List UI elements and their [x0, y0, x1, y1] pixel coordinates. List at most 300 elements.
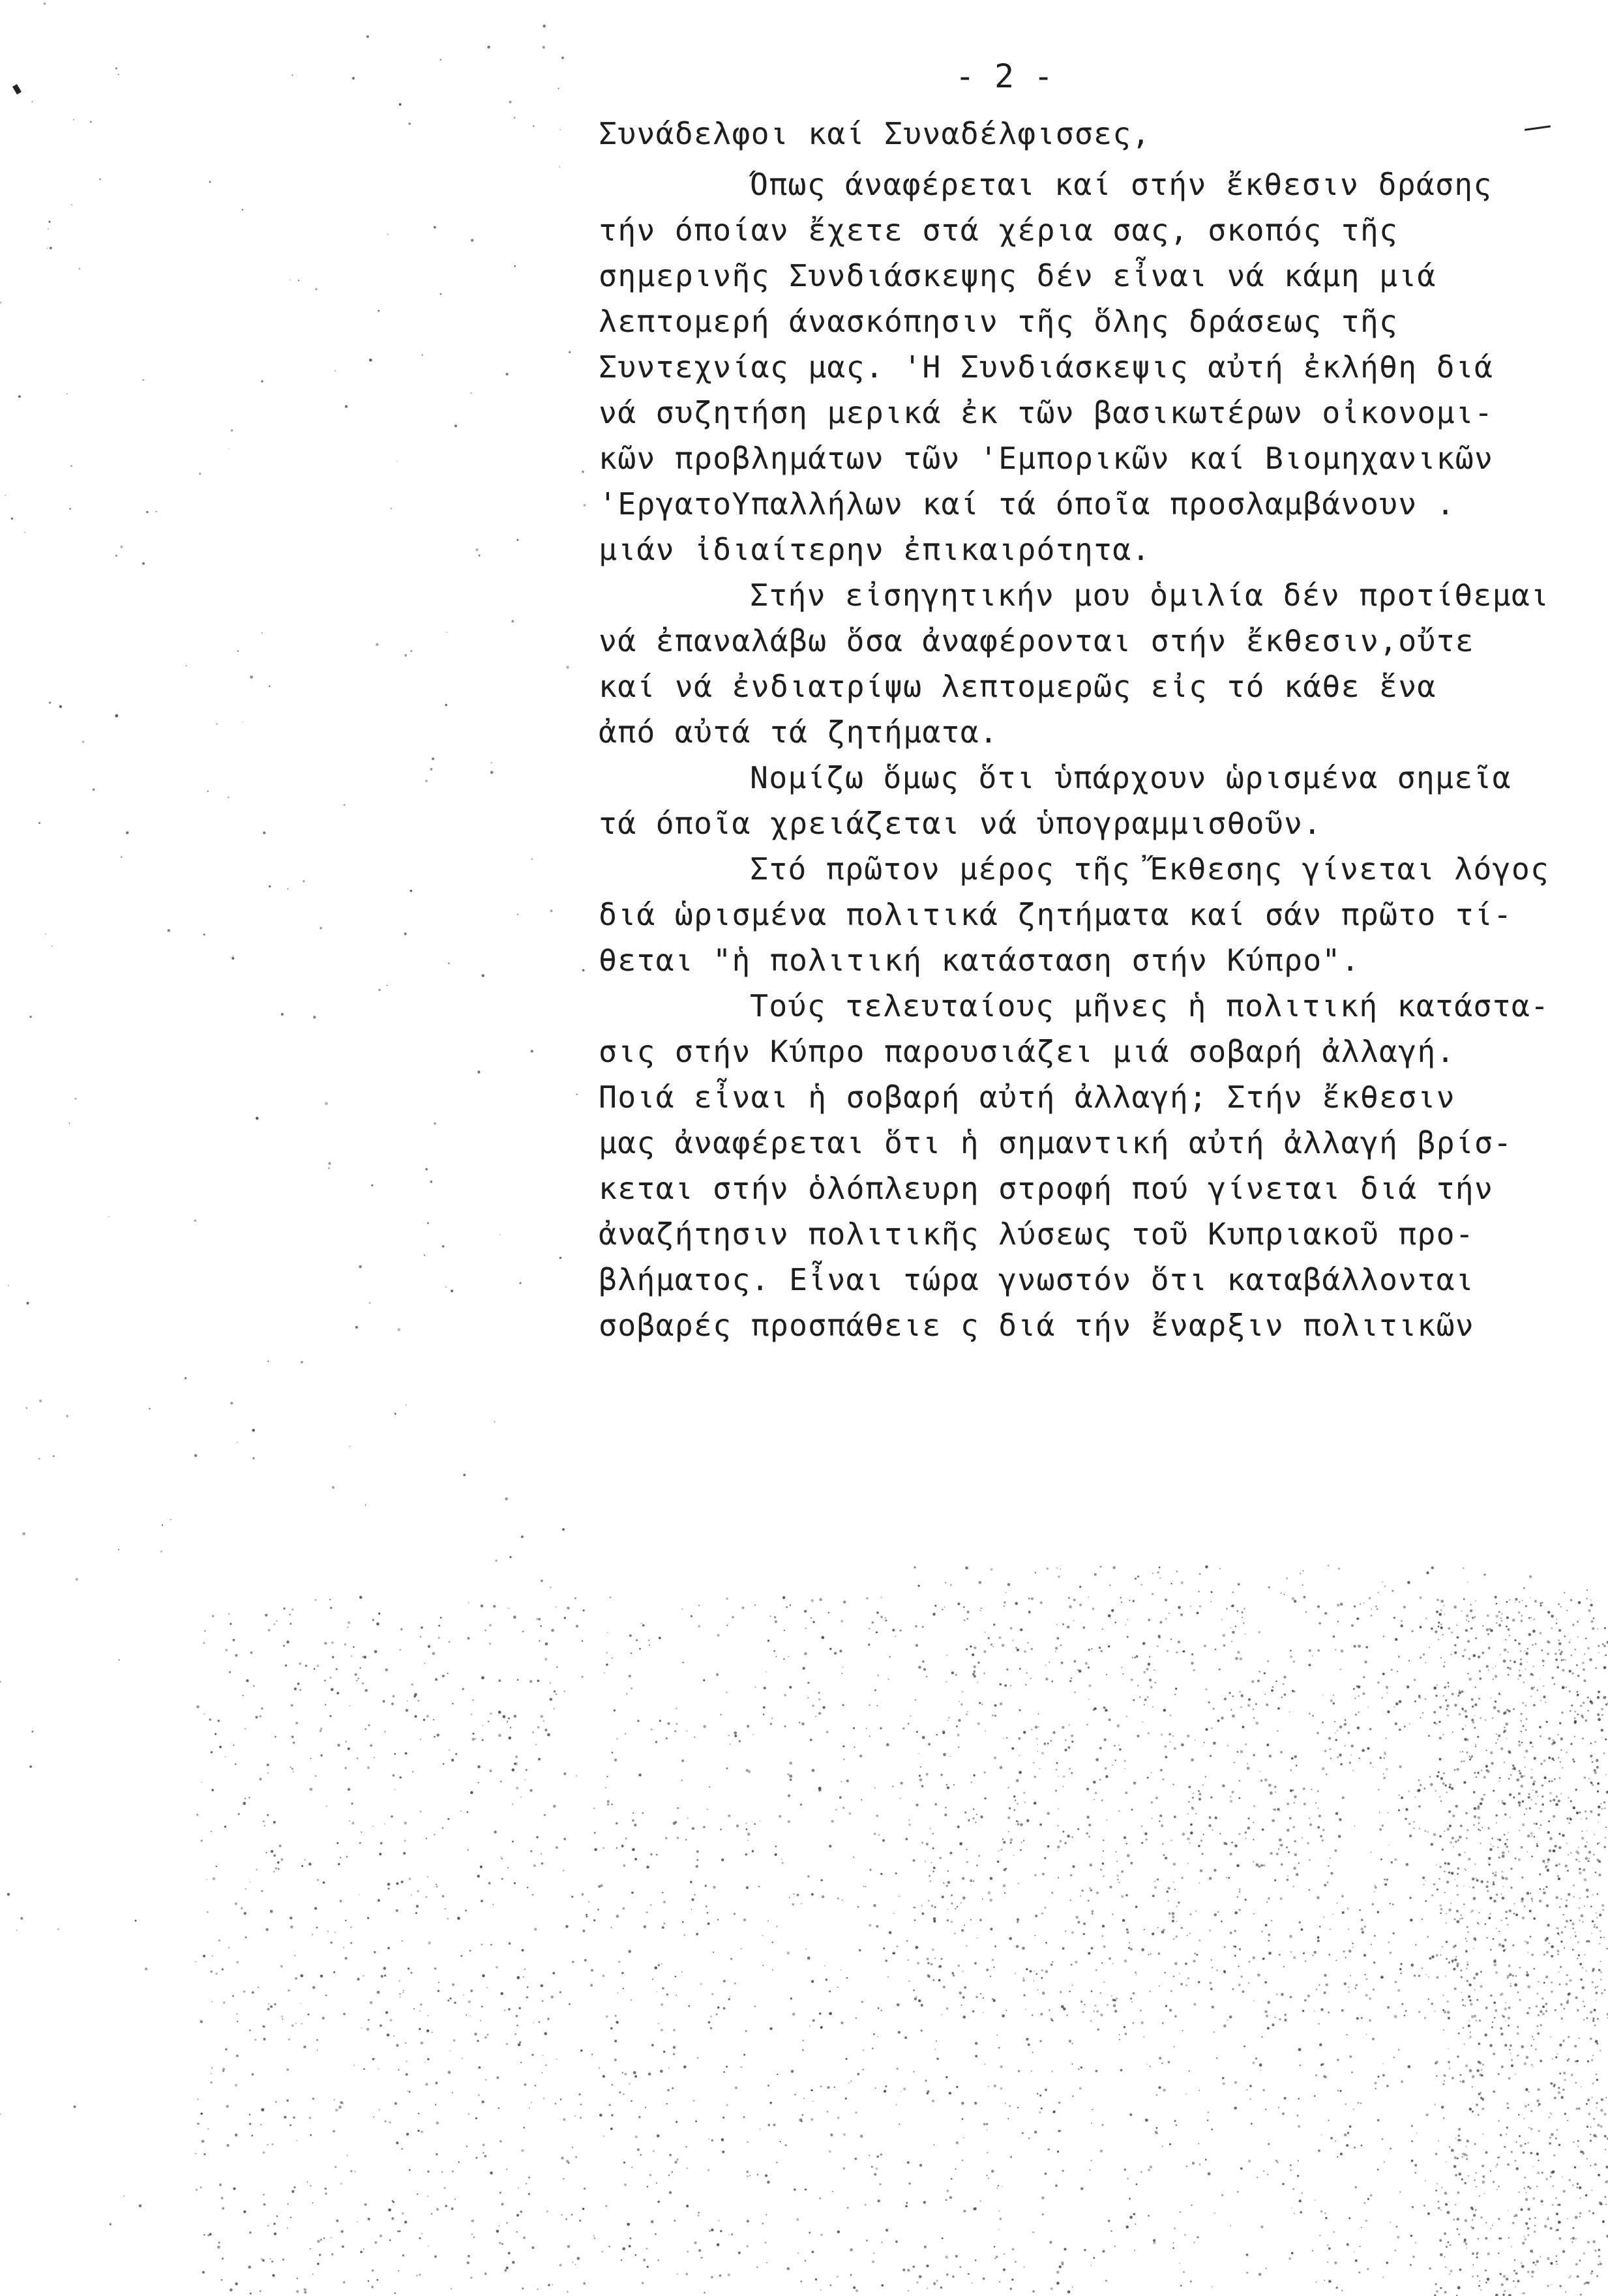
noise-dot — [1603, 2221, 1605, 2223]
noise-dot — [1533, 1823, 1534, 1824]
noise-dot — [1519, 1772, 1522, 1774]
noise-dot — [610, 1597, 611, 1598]
noise-dot — [1461, 1915, 1462, 1916]
noise-dot — [880, 1728, 882, 1729]
noise-dot — [1348, 1909, 1349, 1910]
noise-dot — [1209, 1816, 1212, 1819]
noise-dot — [1525, 1669, 1526, 1670]
noise-dot — [1524, 2177, 1526, 2179]
noise-dot — [1455, 2138, 1457, 2139]
noise-dot — [1512, 1768, 1514, 1770]
noise-dot — [694, 1737, 695, 1738]
noise-dot — [1253, 1822, 1254, 1823]
noise-dot — [442, 1895, 445, 1898]
noise-dot — [629, 2083, 630, 2084]
noise-dot — [520, 2211, 522, 2213]
noise-dot — [1519, 1999, 1521, 2001]
noise-dot — [1433, 1722, 1435, 1724]
noise-dot — [248, 1797, 250, 1799]
noise-dot — [1365, 1978, 1367, 1980]
noise-dot — [1509, 1635, 1510, 1636]
noise-dot — [468, 2000, 470, 2003]
noise-dot — [1599, 1861, 1601, 1863]
noise-dot — [1239, 1780, 1241, 1782]
noise-dot — [1592, 2082, 1594, 2084]
noise-dot — [423, 1719, 425, 1721]
noise-dot — [434, 1736, 435, 1737]
noise-dot — [1219, 1568, 1221, 1569]
noise-dot — [915, 1699, 916, 1700]
noise-dot — [1584, 1653, 1585, 1655]
noise-dot — [1137, 1735, 1139, 1737]
noise-dot — [1330, 2137, 1333, 2140]
noise-dot — [811, 1617, 812, 1619]
noise-dot — [419, 2010, 421, 2012]
noise-dot — [1258, 1866, 1260, 1868]
noise-dot — [974, 2102, 977, 2105]
noise-dot — [1491, 1698, 1492, 1699]
noise-dot — [946, 1681, 947, 1683]
noise-dot — [1146, 2064, 1148, 2065]
noise-dot — [946, 2273, 948, 2275]
noise-dot — [222, 2258, 224, 2259]
noise-dot — [1011, 2278, 1013, 2280]
noise-dot — [1465, 1870, 1467, 1871]
noise-dot — [921, 1913, 924, 1915]
noise-dot — [1500, 1920, 1502, 1921]
noise-dot — [1074, 1691, 1076, 1693]
noise-dot — [1264, 1694, 1266, 1695]
noise-dot — [380, 1842, 383, 1844]
noise-dot — [335, 1932, 336, 1933]
noise-dot — [1131, 1679, 1133, 1681]
noise-dot — [1436, 2075, 1437, 2076]
noise-dot — [1601, 1737, 1602, 1738]
noise-dot — [1566, 1983, 1568, 1986]
noise-dot — [646, 1866, 649, 1869]
noise-dot — [1193, 1960, 1195, 1962]
noise-dot — [400, 1628, 403, 1630]
noise-dot — [1481, 2098, 1484, 2100]
noise-dot — [1467, 1582, 1468, 1583]
noise-dot — [1575, 1996, 1578, 1999]
noise-dot — [1473, 1654, 1476, 1657]
noise-dot — [1514, 1903, 1515, 1904]
noise-dot — [235, 1902, 237, 1905]
noise-dot — [1003, 1868, 1006, 1872]
noise-dot — [1498, 1624, 1501, 1626]
noise-dot — [1553, 2185, 1554, 2186]
noise-dot — [1579, 1619, 1580, 1620]
noise-dot — [1283, 1683, 1285, 1685]
noise-dot — [1504, 1834, 1506, 1836]
noise-dot — [1041, 2196, 1045, 2200]
noise-dot — [1017, 1649, 1019, 1651]
noise-dot — [1091, 2123, 1092, 2124]
noise-dot — [1485, 2282, 1487, 2284]
noise-dot — [477, 1070, 480, 1073]
noise-dot — [1065, 1749, 1067, 1752]
noise-dot — [1050, 2288, 1053, 2290]
noise-dot — [754, 1604, 756, 1606]
noise-dot — [420, 2003, 423, 2006]
noise-dot — [1530, 1892, 1531, 1894]
noise-dot — [504, 2009, 506, 2011]
noise-dot — [1125, 1624, 1126, 1625]
noise-dot — [765, 2174, 767, 2177]
noise-dot — [1476, 2104, 1478, 2106]
noise-dot — [1298, 2200, 1301, 2202]
noise-dot — [1110, 2230, 1112, 2231]
noise-dot — [1159, 1567, 1161, 1568]
noise-dot — [1508, 1674, 1510, 1676]
noise-dot — [1165, 1618, 1167, 1620]
noise-dot — [1496, 2189, 1498, 2190]
noise-dot — [196, 1814, 199, 1816]
noise-dot — [1502, 1886, 1504, 1887]
noise-dot — [834, 1652, 837, 1655]
noise-dot — [1440, 2209, 1442, 2211]
noise-dot — [1559, 2044, 1562, 2047]
noise-dot — [1202, 1784, 1204, 1786]
noise-dot — [1526, 1718, 1528, 1720]
noise-dot — [1253, 1913, 1255, 1915]
noise-dot — [1335, 1960, 1337, 1962]
noise-dot — [1483, 1793, 1485, 1795]
noise-dot — [886, 2229, 888, 2231]
noise-dot — [538, 1758, 541, 1760]
text-line: σις στήν Κύπρο παρουσιάζει μιά σοβαρή ἀλλαγή. — [599, 1034, 1455, 1069]
noise-dot — [1139, 1696, 1140, 1698]
noise-dot — [1467, 1829, 1468, 1831]
noise-dot — [970, 1645, 972, 1647]
noise-dot — [1180, 1983, 1183, 1986]
noise-dot — [1460, 1825, 1463, 1827]
noise-dot — [210, 2082, 213, 2084]
noise-dot — [1303, 1803, 1306, 1805]
noise-dot — [446, 632, 447, 633]
noise-dot — [1590, 1599, 1592, 1600]
noise-dot — [1574, 2045, 1577, 2048]
noise-dot — [1549, 1943, 1550, 1944]
noise-dot — [580, 2050, 583, 2052]
noise-dot — [876, 2168, 878, 2170]
noise-dot — [960, 1703, 963, 1706]
noise-dot — [223, 2001, 225, 2003]
noise-dot — [1545, 1975, 1549, 1979]
noise-dot — [142, 379, 144, 381]
noise-dot — [233, 1639, 235, 1641]
noise-dot — [776, 2162, 778, 2164]
noise-dot — [955, 1673, 957, 1675]
noise-dot — [932, 2100, 934, 2102]
noise-dot — [385, 2011, 388, 2014]
noise-dot — [368, 1724, 370, 1726]
noise-dot — [623, 2162, 625, 2164]
noise-dot — [545, 2065, 546, 2066]
noise-dot — [1544, 2225, 1547, 2228]
noise-dot — [1422, 1967, 1423, 1969]
noise-dot — [1278, 2107, 1279, 2108]
noise-dot — [1374, 1891, 1375, 1892]
noise-dot — [1438, 1613, 1442, 1616]
noise-dot — [1293, 1660, 1295, 1662]
noise-dot — [1152, 1572, 1154, 1574]
noise-dot — [1213, 1708, 1215, 1710]
noise-dot — [667, 1722, 670, 1725]
noise-dot — [1451, 1872, 1453, 1874]
noise-dot — [1556, 2263, 1558, 2265]
noise-dot — [1392, 1590, 1393, 1592]
noise-dot — [284, 2115, 287, 2119]
noise-dot — [676, 2158, 678, 2160]
noise-dot — [435, 1678, 438, 1681]
noise-dot — [1535, 2049, 1536, 2050]
noise-dot — [1088, 1952, 1090, 1954]
noise-dot — [1213, 1869, 1216, 1872]
noise-dot — [634, 2075, 637, 2078]
noise-dot — [1142, 1722, 1143, 1723]
noise-dot — [1050, 1964, 1052, 1965]
noise-dot — [1592, 2097, 1593, 2098]
noise-dot — [1457, 1894, 1459, 1896]
noise-dot — [1234, 1955, 1236, 1957]
noise-dot — [194, 1454, 197, 1457]
noise-dot — [1572, 1624, 1575, 1626]
noise-dot — [1454, 1988, 1457, 1990]
noise-dot — [1328, 2012, 1330, 2014]
noise-dot — [1039, 2040, 1041, 2042]
noise-dot — [1047, 1568, 1049, 1570]
noise-dot — [289, 1613, 291, 1615]
noise-dot — [1355, 1988, 1356, 1989]
noise-dot — [1090, 1864, 1093, 1867]
noise-dot — [1135, 1578, 1137, 1580]
noise-dot — [1438, 1721, 1440, 1723]
noise-dot — [866, 1597, 868, 1599]
noise-dot — [1590, 2273, 1592, 2274]
noise-dot — [1480, 1717, 1481, 1719]
noise-dot — [531, 2102, 532, 2103]
noise-dot — [338, 1863, 340, 1866]
noise-dot — [728, 2234, 730, 2235]
noise-dot — [721, 1859, 724, 1862]
noise-dot — [516, 2214, 519, 2216]
noise-dot — [249, 2114, 250, 2115]
noise-dot — [1506, 2278, 1508, 2280]
noise-dot — [1466, 1837, 1468, 1839]
noise-dot — [452, 1983, 454, 1986]
noise-dot — [611, 2114, 614, 2117]
noise-dot — [1246, 2254, 1249, 2256]
noise-dot — [1444, 1892, 1446, 1893]
noise-dot — [1182, 2030, 1184, 2031]
noise-dot — [692, 1827, 694, 1830]
noise-dot — [66, 1415, 68, 1417]
noise-dot — [290, 2216, 291, 2218]
noise-dot — [614, 2059, 617, 2061]
noise-dot — [244, 1912, 247, 1915]
noise-dot — [1090, 2170, 1091, 2171]
noise-dot — [1407, 1686, 1409, 1688]
noise-dot — [691, 1615, 692, 1617]
noise-dot — [1528, 2127, 1530, 2128]
noise-dot — [26, 1407, 27, 1409]
noise-dot — [454, 424, 457, 427]
noise-dot — [1045, 1970, 1049, 1973]
noise-dot — [1508, 1851, 1510, 1852]
noise-dot — [1486, 1769, 1489, 1772]
noise-dot — [1495, 1675, 1498, 1678]
noise-dot — [967, 1611, 970, 1613]
noise-dot — [925, 1861, 926, 1862]
noise-dot — [1284, 1694, 1287, 1696]
noise-dot — [1521, 1615, 1523, 1617]
noise-dot — [556, 1606, 557, 1608]
noise-dot — [1551, 1780, 1553, 1782]
noise-dot — [1513, 2215, 1515, 2217]
noise-dot — [1026, 1819, 1030, 1823]
noise-dot — [196, 2188, 198, 2190]
noise-dot — [1570, 1920, 1571, 1922]
noise-dot — [1134, 2250, 1135, 2251]
noise-dot — [1319, 2235, 1321, 2237]
noise-dot — [287, 2203, 288, 2205]
noise-dot — [704, 1679, 705, 1680]
noise-dot — [1448, 1962, 1450, 1964]
noise-dot — [20, 1917, 23, 1920]
noise-dot — [926, 2265, 929, 2267]
noise-dot — [265, 1614, 267, 1617]
noise-dot — [920, 2029, 923, 2032]
noise-dot — [1230, 1853, 1232, 1855]
noise-dot — [621, 1845, 623, 1847]
noise-dot — [1551, 1677, 1553, 1679]
noise-dot — [1481, 1769, 1482, 1771]
noise-dot — [947, 1919, 949, 1921]
noise-dot — [360, 2251, 363, 2254]
noise-dot — [1505, 1640, 1506, 1641]
noise-dot — [902, 1728, 904, 1729]
noise-dot — [1446, 1913, 1447, 1914]
noise-dot — [1570, 1937, 1571, 1939]
noise-dot — [914, 1919, 916, 1921]
noise-dot — [50, 247, 52, 250]
noise-dot — [1517, 2055, 1518, 2056]
noise-dot — [1461, 1917, 1463, 1919]
noise-dot — [1392, 1904, 1393, 1905]
noise-dot — [1493, 1706, 1496, 1709]
noise-dot — [1585, 1845, 1587, 1847]
noise-dot — [594, 1832, 596, 1834]
noise-dot — [1581, 2086, 1582, 2087]
noise-dot — [1466, 1941, 1467, 1942]
noise-dot — [1439, 1706, 1442, 1709]
noise-dot — [610, 2128, 613, 2130]
noise-dot — [1341, 2289, 1343, 2291]
noise-dot — [1437, 1598, 1438, 1600]
noise-dot — [1555, 1803, 1558, 1806]
noise-dot — [1271, 1689, 1273, 1692]
noise-dot — [494, 1831, 497, 1834]
noise-dot — [1316, 2282, 1317, 2283]
noise-dot — [1454, 1958, 1457, 1961]
noise-dot — [963, 1606, 964, 1608]
noise-dot — [519, 2041, 521, 2043]
noise-dot — [614, 1758, 618, 1761]
noise-dot — [571, 1896, 573, 1898]
noise-dot — [665, 1837, 668, 1840]
noise-dot — [812, 2100, 814, 2102]
noise-dot — [1148, 2215, 1150, 2216]
noise-dot — [1549, 2137, 1551, 2139]
noise-dot — [271, 1850, 273, 1853]
noise-dot — [325, 2192, 327, 2195]
noise-dot — [420, 1636, 422, 1638]
text-line: Νομίζω ὅμως ὅτι ὑπάρχουν ὡρισμένα σημεῖα — [750, 760, 1511, 795]
noise-dot — [1524, 2062, 1527, 2065]
noise-dot — [207, 2234, 209, 2236]
noise-dot — [1448, 2048, 1449, 2050]
noise-dot — [1532, 2261, 1534, 2263]
noise-dot — [1061, 2005, 1064, 2009]
noise-dot — [1229, 2016, 1232, 2019]
noise-dot — [1430, 1783, 1433, 1786]
noise-dot — [1211, 2128, 1213, 2130]
noise-dot — [1550, 2262, 1553, 2265]
noise-dot — [611, 1803, 613, 1805]
noise-dot — [235, 1763, 237, 1765]
noise-dot — [479, 2067, 481, 2069]
noise-dot — [48, 221, 50, 223]
noise-dot — [325, 1704, 326, 1705]
noise-dot — [1541, 2204, 1543, 2205]
noise-dot — [1399, 2192, 1401, 2193]
noise-dot — [696, 1850, 699, 1853]
noise-dot — [1205, 1728, 1208, 1731]
noise-dot — [994, 1704, 997, 1707]
noise-dot — [499, 2192, 501, 2194]
noise-dot — [1493, 1789, 1495, 1791]
noise-dot — [413, 2008, 415, 2010]
noise-dot — [242, 722, 243, 723]
noise-dot — [605, 1787, 606, 1788]
noise-dot — [869, 1924, 871, 1926]
noise-dot — [1458, 2033, 1460, 2035]
noise-dot — [1472, 1721, 1475, 1724]
noise-dot — [1313, 1951, 1317, 1954]
noise-dot — [1377, 2119, 1380, 2122]
noise-dot — [1424, 1830, 1426, 1832]
noise-dot — [1585, 1719, 1588, 1722]
noise-dot — [1533, 2198, 1535, 2200]
noise-dot — [668, 2067, 670, 2068]
noise-dot — [614, 1709, 616, 1711]
noise-dot — [1191, 1758, 1194, 1761]
noise-dot — [241, 1907, 243, 1909]
noise-dot — [1594, 1926, 1596, 1928]
noise-dot — [653, 2150, 655, 2152]
noise-dot — [1326, 1773, 1328, 1775]
noise-dot — [1521, 2045, 1525, 2048]
noise-dot — [290, 1917, 292, 1919]
noise-dot — [1579, 1861, 1580, 1862]
noise-dot — [359, 1894, 360, 1896]
noise-dot — [1023, 1840, 1024, 1841]
noise-dot — [212, 1955, 213, 1956]
noise-dot — [1164, 1972, 1166, 1974]
noise-dot — [652, 1979, 653, 1980]
